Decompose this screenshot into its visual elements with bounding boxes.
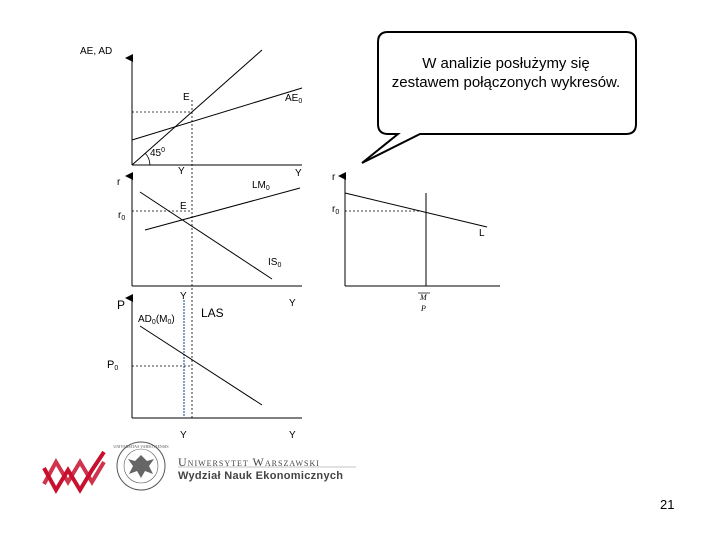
university-seal bbox=[113, 442, 168, 490]
ae0-label: $AE_0$ bbox=[285, 93, 303, 105]
adas-y-star-label: Y bbox=[180, 430, 187, 441]
islm-top-y-label: Y bbox=[178, 166, 185, 177]
adas-y-axis-label: P bbox=[117, 298, 126, 312]
top-x-axis-label: Y bbox=[295, 168, 302, 179]
is0-label: $IS_0$ bbox=[268, 257, 282, 269]
ad0-label: $AD_0(M_0)$ bbox=[138, 314, 175, 326]
ae0-line bbox=[132, 88, 302, 140]
adas-panel bbox=[107, 100, 302, 441]
islm-x-axis-label: Y bbox=[289, 298, 296, 309]
m-numerator: M bbox=[420, 293, 427, 302]
l-curve-label: L bbox=[479, 228, 485, 239]
ad0-curve bbox=[140, 326, 262, 405]
angle-label: $45^0$ bbox=[150, 147, 166, 159]
p0-label: P0 bbox=[107, 359, 119, 372]
top-point-e-label: E bbox=[183, 92, 190, 103]
money-r0-label: $r_0$ bbox=[332, 204, 340, 216]
money-y-axis-label: r bbox=[332, 172, 336, 183]
faculty-name: Wydział Nauk Ekonomicznych bbox=[178, 470, 344, 482]
top-y-axis-label: AE, AD bbox=[80, 46, 113, 57]
p-denominator: P bbox=[421, 304, 426, 313]
adas-top-y-label: Y bbox=[180, 291, 187, 302]
las-label: LAS bbox=[201, 306, 224, 320]
university-name: Uniwersytet Warszawski bbox=[178, 455, 320, 469]
islm-point-e-label: E bbox=[180, 201, 187, 212]
lm0-label: $LM_0$ bbox=[252, 180, 270, 192]
callout-text: W analizie posłużymy się zestawem połączonych wykresów. bbox=[391, 55, 621, 91]
is0-curve bbox=[140, 192, 272, 279]
top-panel bbox=[80, 46, 302, 179]
wne-logo bbox=[44, 452, 104, 490]
islm-panel bbox=[117, 166, 302, 309]
money-panel bbox=[332, 172, 500, 313]
adas-x-axis-label: Y bbox=[289, 430, 296, 441]
seal-text: UNIVERSITAS VARSOVIENSIS bbox=[113, 444, 169, 449]
l-curve bbox=[345, 193, 487, 227]
islm-r0-label: $r_0$ bbox=[118, 210, 126, 222]
page-number: 21 bbox=[660, 497, 675, 512]
lm0-curve bbox=[145, 188, 300, 230]
islm-y-axis-label: r bbox=[117, 177, 121, 188]
callout-bubble bbox=[362, 32, 636, 163]
